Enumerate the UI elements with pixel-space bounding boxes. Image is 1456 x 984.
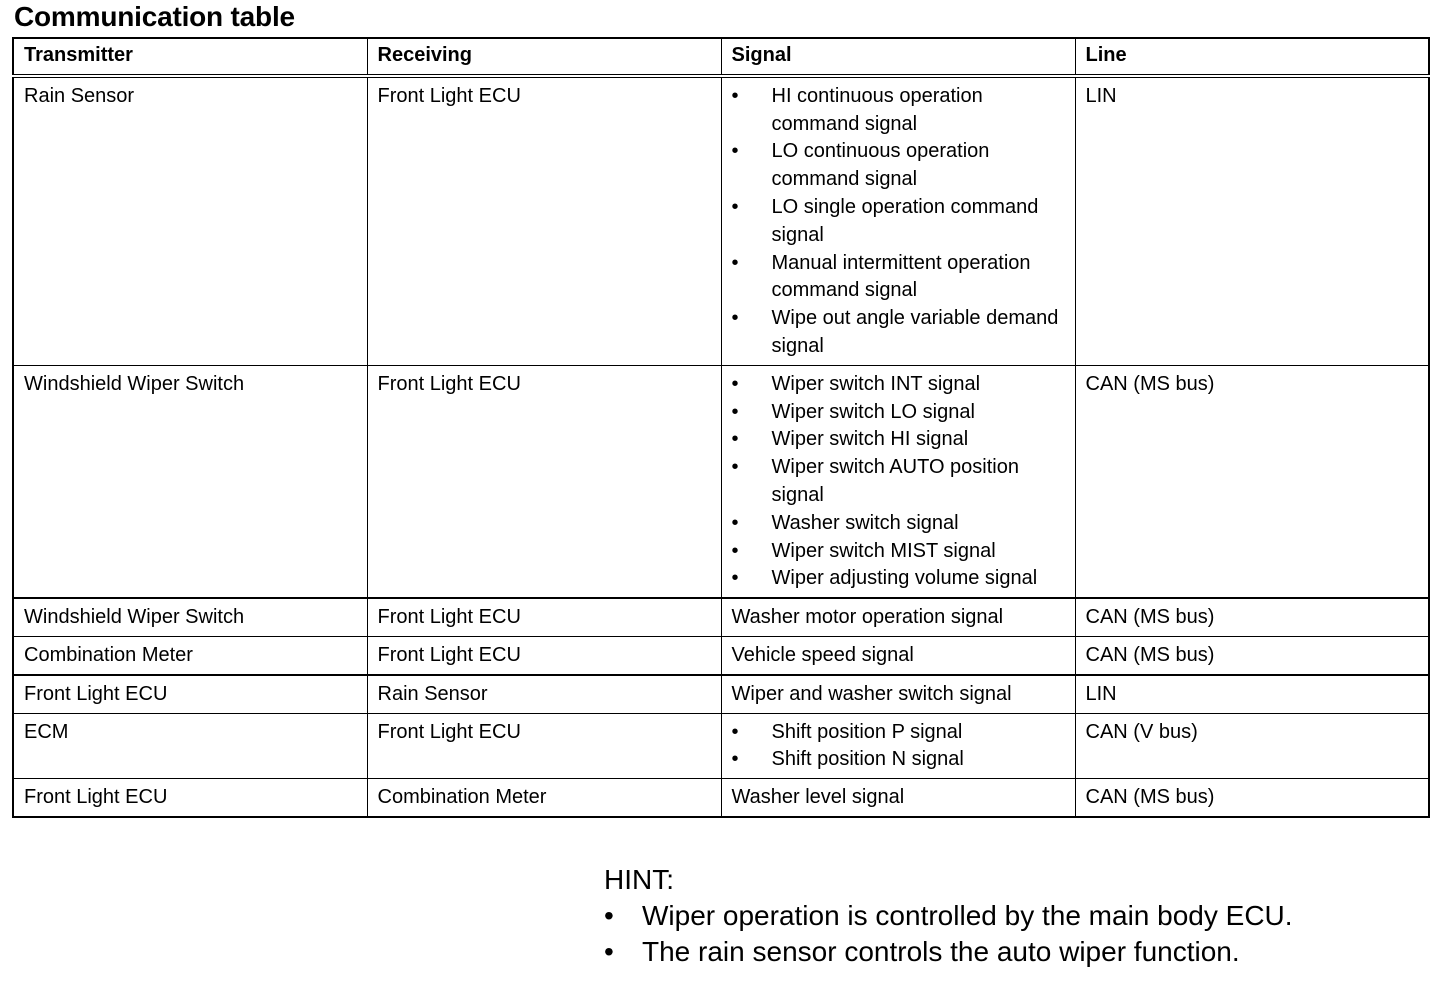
signal-list [732, 83, 1065, 361]
header-line: Line [1075, 38, 1429, 76]
signal-item: • LO single operation command signal [732, 194, 1065, 250]
transmitter-cell: ECM [13, 713, 367, 779]
signal-cell [721, 76, 1075, 365]
signal-list [732, 371, 1065, 593]
hint-label: HINT: [604, 864, 674, 895]
signal-cell: Wiper and washer switch signal [721, 675, 1075, 713]
hint-item: • Wiper operation is controlled by the main body ECU. [604, 898, 1293, 934]
header-signal: Signal [721, 38, 1075, 76]
page-title: Communication table [14, 1, 295, 32]
signal-item: • Wipe out angle variable demand signal [732, 305, 1065, 361]
header-receiving: Receiving [367, 38, 721, 76]
hint-block [604, 862, 1293, 970]
signal-cell: Washer motor operation signal [721, 598, 1075, 636]
line-cell: LIN [1075, 76, 1429, 365]
signal-cell: Washer level signal [721, 779, 1075, 817]
line-cell: CAN (MS bus) [1075, 779, 1429, 817]
line-cell: LIN [1075, 675, 1429, 713]
signal-item: • Wiper switch HI signal [732, 426, 1065, 454]
line-cell: CAN (MS bus) [1075, 598, 1429, 636]
signal-item: • Wiper switch INT signal [732, 371, 1065, 399]
signal-item: • Manual intermittent operation command signal [732, 250, 1065, 306]
receiving-cell: Front Light ECU [367, 598, 721, 636]
receiving-cell: Combination Meter [367, 779, 721, 817]
hint-list [604, 898, 1293, 970]
receiving-cell: Front Light ECU [367, 365, 721, 598]
signal-cell [721, 365, 1075, 598]
signal-cell [721, 713, 1075, 779]
signal-item: • Washer switch signal [732, 510, 1065, 538]
signal-item: • Wiper switch MIST signal [732, 538, 1065, 566]
signal-item: • Wiper switch AUTO position signal [732, 454, 1065, 510]
table-row [13, 713, 1429, 779]
table-row [13, 598, 1429, 636]
signal-item: • Shift position N signal [732, 746, 1065, 774]
signal-item: • HI continuous operation command signal [732, 83, 1065, 139]
signal-list [732, 719, 1065, 775]
transmitter-cell: Windshield Wiper Switch [13, 598, 367, 636]
signal-item: • LO continuous operation command signal [732, 138, 1065, 194]
signal-item: • Wiper adjusting volume signal [732, 565, 1065, 593]
signal-item: • Shift position P signal [732, 719, 1065, 747]
hint-item: • The rain sensor controls the auto wiper function. [604, 934, 1293, 970]
table-row [13, 76, 1429, 365]
table-header-row [13, 38, 1429, 76]
table-row [13, 779, 1429, 817]
transmitter-cell: Rain Sensor [13, 76, 367, 365]
receiving-cell: Front Light ECU [367, 636, 721, 674]
table-row [13, 636, 1429, 674]
transmitter-cell: Combination Meter [13, 636, 367, 674]
receiving-cell: Front Light ECU [367, 76, 721, 365]
signal-item: • Wiper switch LO signal [732, 399, 1065, 427]
table-row [13, 675, 1429, 713]
transmitter-cell: Windshield Wiper Switch [13, 365, 367, 598]
line-cell: CAN (V bus) [1075, 713, 1429, 779]
header-transmitter: Transmitter [13, 38, 367, 76]
signal-cell: Vehicle speed signal [721, 636, 1075, 674]
line-cell: CAN (MS bus) [1075, 636, 1429, 674]
transmitter-cell: Front Light ECU [13, 779, 367, 817]
transmitter-cell: Front Light ECU [13, 675, 367, 713]
line-cell: CAN (MS bus) [1075, 365, 1429, 598]
receiving-cell: Front Light ECU [367, 713, 721, 779]
table-row [13, 365, 1429, 598]
communication-table [12, 37, 1430, 818]
receiving-cell: Rain Sensor [367, 675, 721, 713]
